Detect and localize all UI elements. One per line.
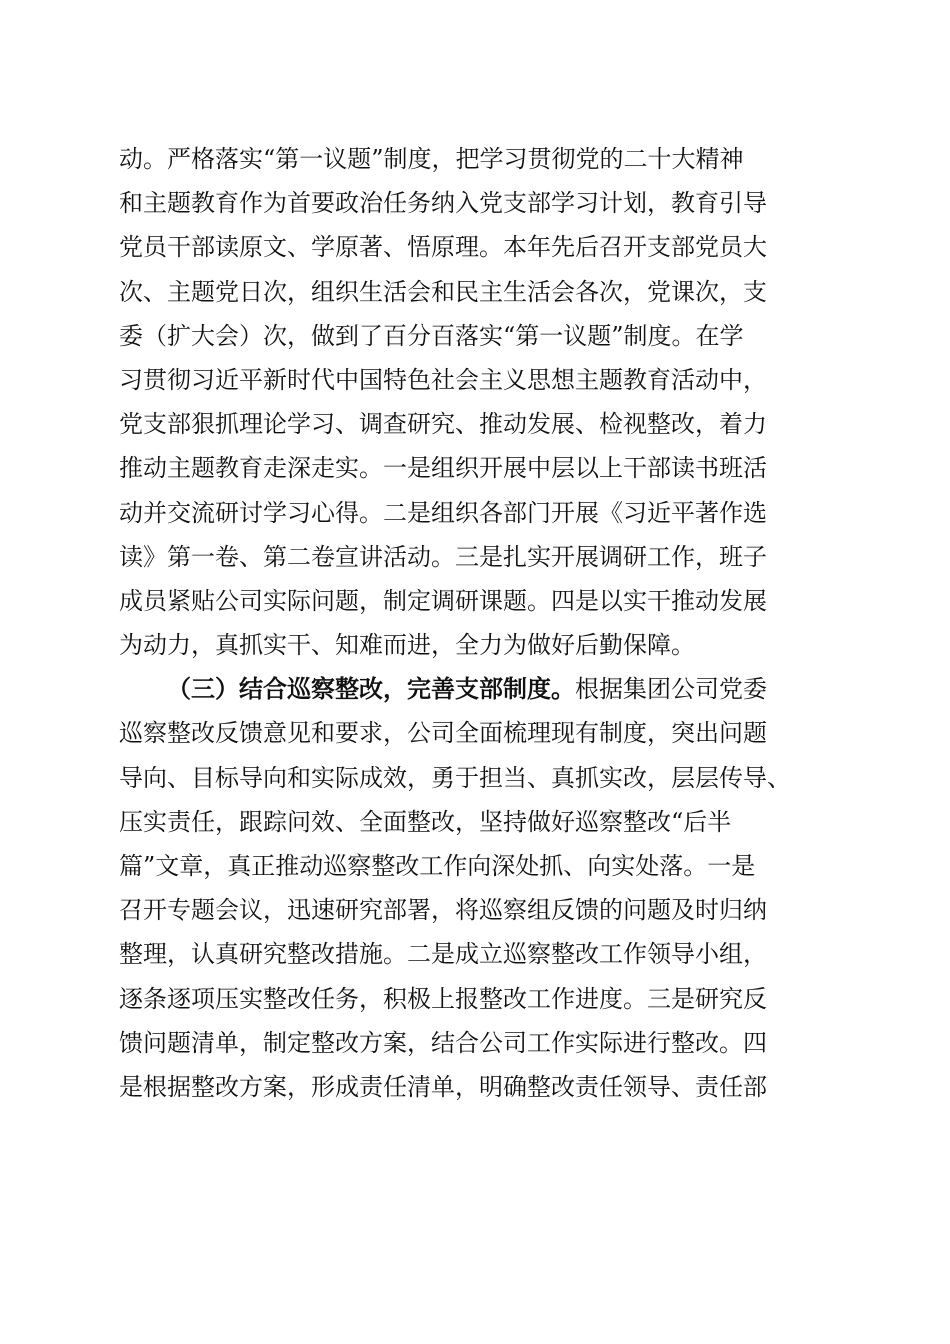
text-line: 党员干部读原文、学原著、悟原理。本年先后召开支部党员大 bbox=[119, 233, 767, 262]
text-line: 召开专题会议，迅速研究部署，将巡察组反馈的问题及时归纳 bbox=[119, 896, 767, 925]
text-line: 是根据整改方案，形成责任清单，明确整改责任领导、责任部 bbox=[119, 1072, 767, 1101]
section-3-heading: （三）结合巡察整改，完善支部制度。 bbox=[167, 674, 575, 704]
text-line: 读》第一卷、第二卷宣讲活动。三是扎实开展调研工作，班子 bbox=[119, 542, 767, 571]
text-line: 动并交流研讨学习心得。二是组织各部门开展《习近平著作选 bbox=[119, 498, 767, 527]
body-text bbox=[119, 137, 839, 1109]
text-line: 和主题教育作为首要政治任务纳入党支部学习计划，教育引导 bbox=[119, 189, 767, 218]
text-line: 馈问题清单，制定整改方案，结合公司工作实际进行整改。四 bbox=[119, 1028, 767, 1057]
text-line: 整理，认真研究整改措施。二是成立巡察整改工作领导小组， bbox=[119, 940, 767, 969]
text-line: 篇”文章，真正推动巡察整改工作向深处抓、向实处落。一是 bbox=[119, 852, 756, 880]
text-line: 压实责任，跟踪问效、全面整改，坚持做好巡察整改“后半 bbox=[119, 807, 732, 836]
text-line: 动。严格落实“第一议题”制度，把学习贯彻党的二十大精神 bbox=[119, 145, 744, 173]
text-line: 推动主题教育走深走实。一是组织开展中层以上干部读书班活 bbox=[119, 454, 767, 483]
text-line: 成员紧贴公司实际问题，制定调研课题。四是以实干推动发展 bbox=[119, 586, 767, 615]
text-line: 逐条逐项压实整改任务，积极上报整改工作进度。三是研究反 bbox=[119, 984, 767, 1013]
text-line: 党支部狠抓理论学习、调查研究、推动发展、检视整改，着力 bbox=[119, 410, 767, 439]
section-3-first-line bbox=[119, 667, 839, 711]
text-line: 委（扩大会）次，做到了百分百落实“第一议题”制度。在学 bbox=[119, 321, 744, 350]
section-3-first-line-text: 根据集团公司党委 bbox=[575, 675, 767, 704]
text-line: 为动力，真抓实干、知难而进，全力为做好后勤保障。 bbox=[119, 631, 695, 660]
text-line: 巡察整改反馈意见和要求，公司全面梳理现有制度，突出问题 bbox=[119, 719, 767, 748]
text-line: 次、主题党日次，组织生活会和民主生活会各次，党课次，支 bbox=[119, 277, 767, 306]
text-line: 习贯彻习近平新时代中国特色社会主义思想主题教育活动中， bbox=[119, 365, 767, 394]
text-line: 导向、目标导向和实际成效，勇于担当、真抓实改，层层传导、 bbox=[119, 763, 791, 792]
